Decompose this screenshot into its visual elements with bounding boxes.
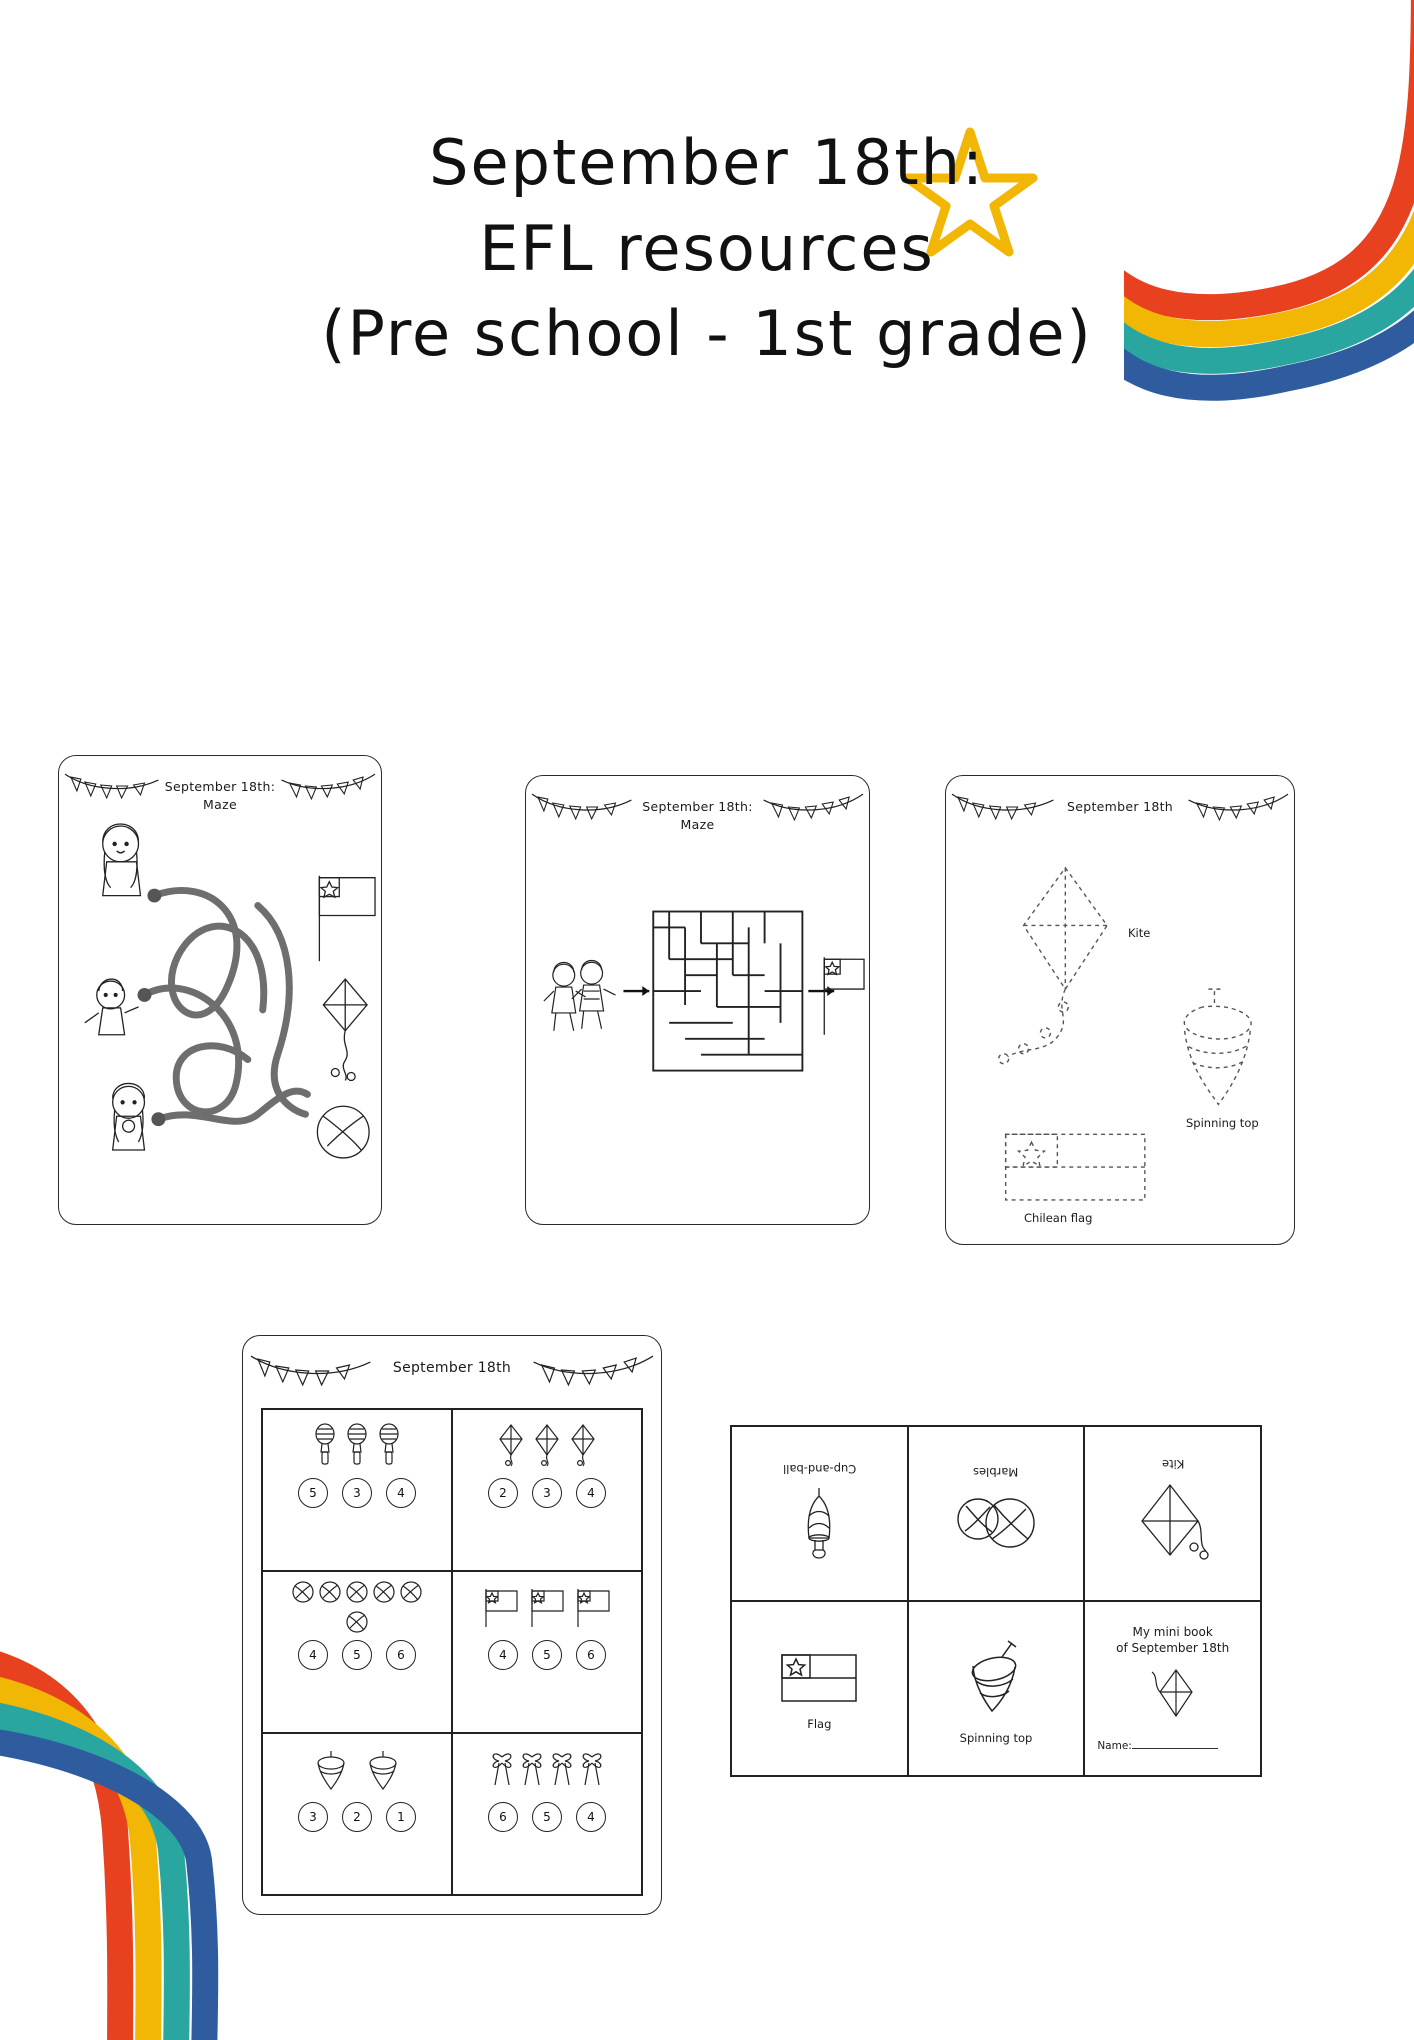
counting-cell[interactable] <box>452 1571 642 1733</box>
sheet-title: September 18th <box>1067 799 1173 814</box>
option-circle[interactable]: 4 <box>386 1478 416 1508</box>
option-circle[interactable]: 4 <box>488 1640 518 1670</box>
option-circle[interactable]: 5 <box>532 1802 562 1832</box>
counting-cell[interactable] <box>262 1409 452 1571</box>
mini-book-cell-flag[interactable] <box>731 1601 908 1776</box>
trace-label-spinning-top: Spinning top <box>1186 1116 1259 1130</box>
mini-book-label: Flag <box>807 1716 832 1731</box>
mini-book-cell-marbles[interactable] <box>908 1426 1085 1601</box>
mini-book-cell-cover[interactable] <box>1084 1601 1261 1776</box>
option-circle[interactable]: 2 <box>342 1802 372 1832</box>
option-circle[interactable]: 4 <box>576 1478 606 1508</box>
option-circle[interactable]: 2 <box>488 1478 518 1508</box>
name-input-line[interactable] <box>1132 1738 1218 1749</box>
option-circle[interactable]: 4 <box>298 1640 328 1670</box>
page-title <box>0 120 1414 377</box>
page-title-line-3: (Pre school - 1st grade) <box>321 297 1093 371</box>
counting-options <box>298 1640 416 1670</box>
maze-lines-artwork <box>59 756 381 1224</box>
counting-options <box>488 1478 606 1508</box>
worksheet-thumbnail-mini-book[interactable] <box>730 1425 1262 1777</box>
page-title-line-1: September 18th: <box>429 126 985 199</box>
kite-icon <box>1130 1475 1216 1571</box>
marbles-icon <box>948 1483 1044 1563</box>
option-circle[interactable]: 5 <box>298 1478 328 1508</box>
counting-cell[interactable] <box>452 1409 642 1571</box>
mini-book-label: Kite <box>1161 1456 1184 1471</box>
option-circle[interactable]: 3 <box>532 1478 562 1508</box>
counting-icons-flag <box>481 1578 613 1636</box>
maze-grid-artwork <box>526 776 869 1224</box>
mini-book-cell-cup-and-ball[interactable] <box>731 1426 908 1601</box>
option-circle[interactable]: 6 <box>386 1640 416 1670</box>
option-circle[interactable]: 6 <box>576 1640 606 1670</box>
counting-cell[interactable] <box>262 1571 452 1733</box>
trace-label-kite: Kite <box>1128 926 1151 940</box>
worksheet-thumbnail-tracing[interactable] <box>945 775 1295 1245</box>
counting-icons-rattle <box>312 1416 402 1474</box>
counting-table <box>261 1408 643 1896</box>
counting-cell[interactable] <box>262 1733 452 1895</box>
sheet-title: September 18th: Maze <box>164 779 276 813</box>
mini-book-cover-title: My mini book of September 18th <box>1116 1625 1230 1656</box>
worksheet-thumbnail-maze-lines[interactable] <box>58 755 382 1225</box>
counting-cell[interactable] <box>452 1733 642 1895</box>
cup-and-ball-icon <box>789 1480 849 1566</box>
counting-options <box>488 1802 606 1832</box>
mini-book-label: Spinning top <box>959 1730 1033 1745</box>
sheet-title: September 18th: Maze <box>642 799 753 833</box>
spinning-top-icon <box>950 1633 1042 1725</box>
counting-icons-ribbon <box>489 1740 605 1798</box>
option-circle[interactable]: 4 <box>576 1802 606 1832</box>
page-title-line-2: EFL resources <box>479 211 935 285</box>
kite-icon <box>1146 1662 1200 1728</box>
option-circle[interactable]: 3 <box>298 1802 328 1832</box>
mini-book-label: Cup-and-ball <box>782 1461 856 1476</box>
counting-options <box>298 1802 416 1832</box>
bunting-decoration <box>243 1344 661 1390</box>
counting-icons-kite <box>496 1416 598 1474</box>
counting-options <box>488 1640 606 1670</box>
mini-book-cell-spinning-top[interactable] <box>908 1601 1085 1776</box>
counting-icons-spinning-top <box>314 1740 400 1798</box>
rainbow-decoration-bottom-left <box>0 1500 260 2040</box>
mini-book-cell-kite[interactable] <box>1084 1426 1261 1601</box>
worksheet-thumbnail-counting[interactable] <box>242 1335 662 1915</box>
option-circle[interactable]: 5 <box>342 1640 372 1670</box>
option-circle[interactable]: 3 <box>342 1478 372 1508</box>
worksheet-thumbnail-maze-grid[interactable] <box>525 775 870 1225</box>
option-circle[interactable]: 5 <box>532 1640 562 1670</box>
counting-icons-marble <box>282 1578 432 1636</box>
chilean-flag-icon <box>776 1647 862 1711</box>
name-label: Name: <box>1097 1740 1132 1753</box>
mini-book-name-field[interactable] <box>1097 1738 1218 1752</box>
option-circle[interactable]: 1 <box>386 1802 416 1832</box>
option-circle[interactable]: 6 <box>488 1802 518 1832</box>
mini-book-label: Marbles <box>973 1464 1019 1479</box>
tracing-artwork <box>946 776 1294 1244</box>
sheet-title: September 18th <box>392 1360 512 1376</box>
trace-label-chilean-flag: Chilean flag <box>1024 1211 1093 1225</box>
counting-options <box>298 1478 416 1508</box>
